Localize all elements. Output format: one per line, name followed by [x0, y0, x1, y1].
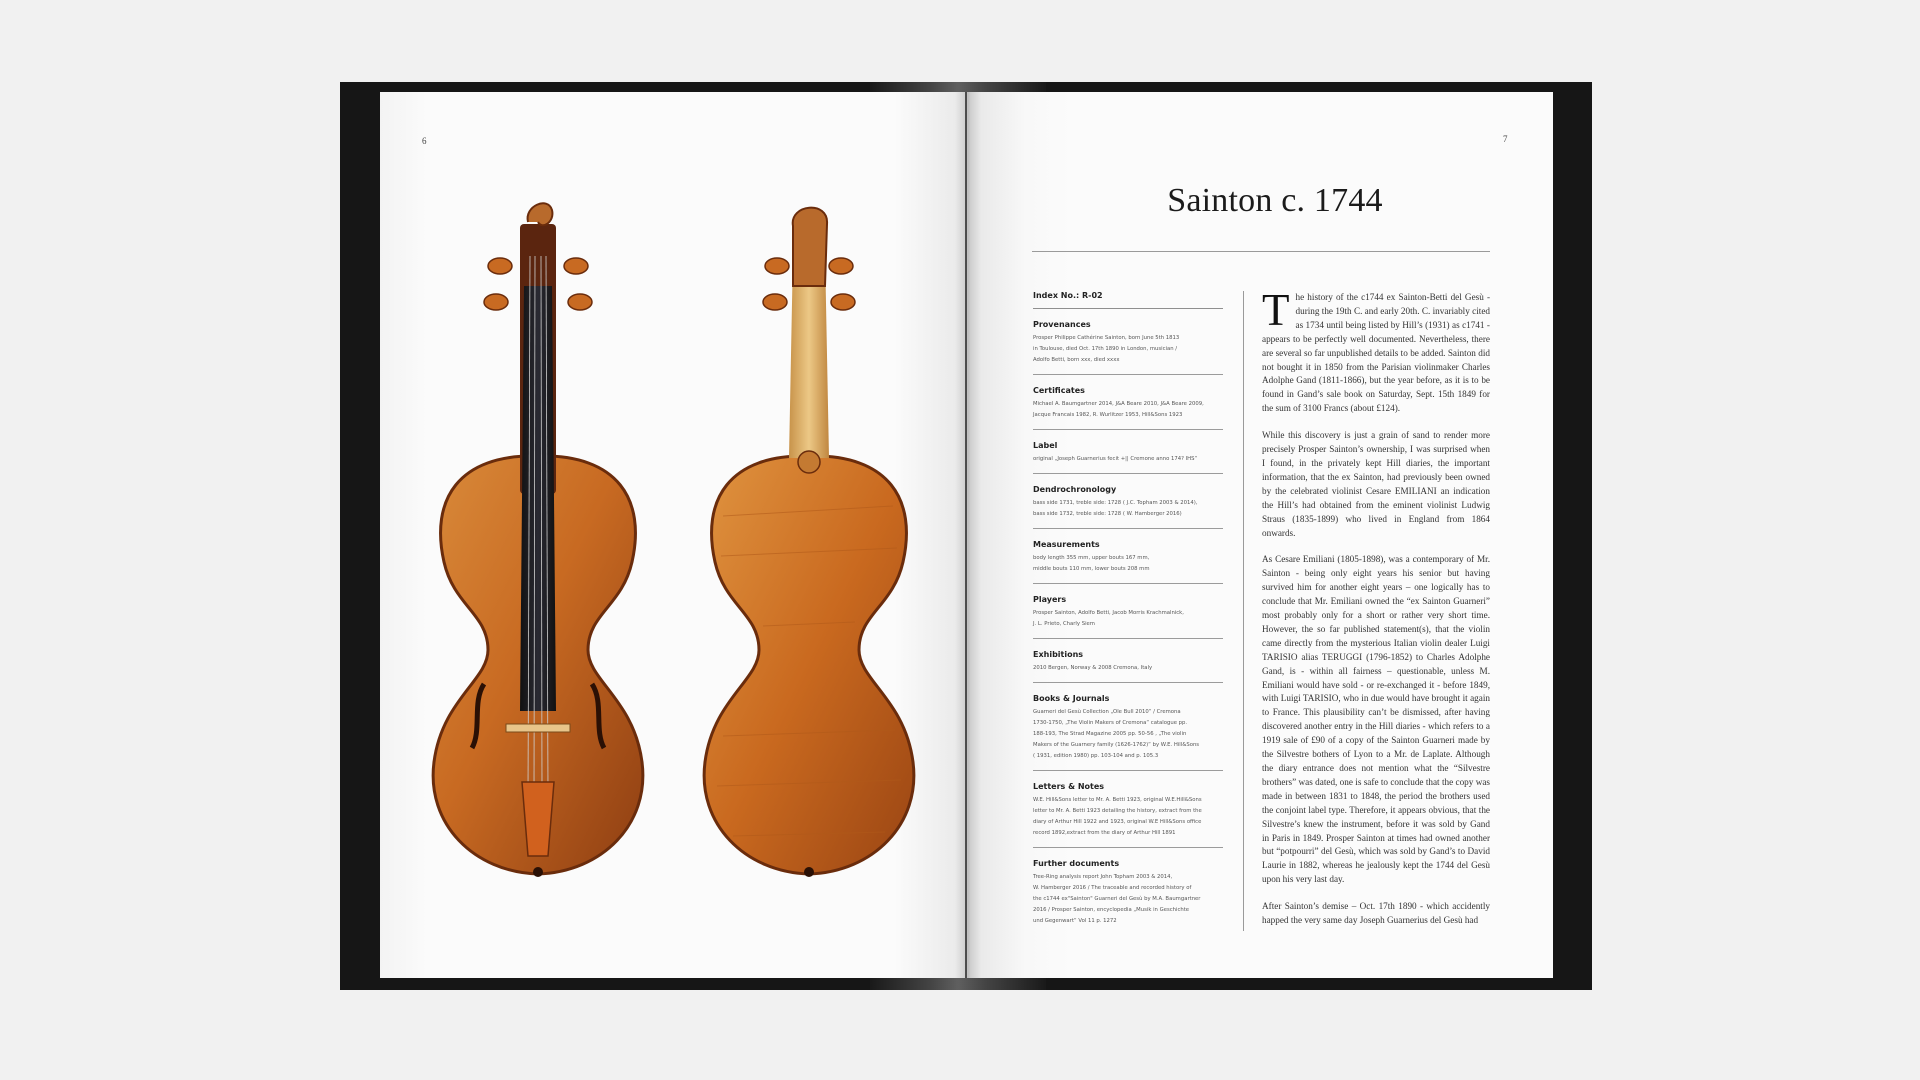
index-heading: Players [1033, 595, 1067, 604]
body-paragraph: While this discovery is just a grain of sand to render more precisely Prosper Sainton’s ownership, I was surprised when I found, in the privately kept Hill diaries, the important information, that the ex Sainton, had previously been owned by the celebrated violinist Cesare EMILIANI an indication the Hill’s had obtained from the eminent violinist Ludwig Straus (1835-1899) who lived in England from 1864 onwards. [1262, 430, 1490, 538]
index-heading: Exhibitions [1033, 650, 1084, 659]
body-paragraph [1262, 285, 1490, 416]
index-text: 2010 Bergen, Norway & 2008 Cremona, Italy [1033, 665, 1153, 671]
index-text: Michael A. Baumgartner 2014, J&A Beare 2010, J&A Beare 2009, Jacque Francais 1982, R. Wurlitzer 1953, Hill&Sons 1923 [1033, 401, 1204, 418]
index-section-further-documents [1033, 859, 1223, 935]
page-number-right: 7 [1503, 134, 1508, 144]
index-text: body length 355 mm, upper bouts 167 mm, middle bouts 110 mm, lower bouts 208 mm [1033, 555, 1150, 572]
index-heading: Further documents [1033, 859, 1120, 868]
page-title: Sainton c. 1744 [1167, 182, 1383, 219]
index-section-dendrochronology [1033, 485, 1223, 529]
page-number-left: 6 [422, 136, 427, 146]
dropcap: T [1262, 285, 1290, 335]
index-heading: Label [1033, 441, 1058, 450]
index-section-players [1033, 595, 1223, 639]
body-paragraph: As Cesare Emiliani (1805-1898), was a contemporary of Mr. Sainton - being only eight years his senior but having survived him for another eight years – one logically has to conclude that Mr. Emiliani owned the “ex Sainton Guarneri” most probably only for a short or rather very short time. However, the so far published statement(s), that the violin came directly from the mysterious Italian violin dealer Luigi TARISIO alias TERUGGI (1796-1852) to Charles Adolphe Gand, is - within all fairness – questionable, unless M. Emiliani would have sold - or re-exchanged it - before 1849, with Luigi TARISIO, who in due would have brought it again to France. This plausibility can’t be dismissed, after having discovered another entry in the Hill diaries - which refers to a 1919 sale of £90 of a copy of the Sainton Guarneri made by the Silvestre bothers of Lyon to a Mr. de Laplate. Although the diary entrance does not mention what the “Silvestre brothers” was dated, one is safe to conclude that the copy was made in between 1831 to 1848, the period the brothers used the conjoint label type. Therefore, it appears obvious, that the Silvestre’s knew the instrument, before it was sold by Gand in Paris in 1849. Prosper Sainton at times had owned another but “potpourri” del Gesù, which was sold by Gand’s to David Laurie in 1882, whereas he jealously kept the 1744 del Gesù upon his very last day. [1262, 554, 1490, 885]
index-text: original „Joseph Guarnerius fecit +|| Cremone anno 174? IHS“ [1033, 456, 1198, 462]
body-text-column [1262, 285, 1490, 941]
index-heading: Certificates [1033, 386, 1085, 395]
violin-front-illustration [424, 196, 652, 886]
index-heading: Letters & Notes [1033, 782, 1105, 791]
index-text: W.E. Hill&Sons letter to Mr. A. Betti 1923, original W.E.Hill&Sons letter to Mr. A. Betti 1923 detailing the history, extract from the diary of Arthur Hill 1922 and 1923, original W.E Hill&Sons office record 1892,extract from the diary of Arthur Hill 1891 [1033, 797, 1202, 836]
index-heading: Measurements [1033, 540, 1100, 549]
index-heading: Books & Journals [1033, 694, 1110, 703]
index-section-certificates [1033, 386, 1223, 430]
index-text: Prosper Philippe Cathérine Sainton, born June 5th 1813 in Toulouse, died Oct. 17th 1890 in London, musician / Adolfo Betti, born xxx, died xxxx [1033, 335, 1180, 363]
index-column [1033, 291, 1223, 946]
index-section-letters-notes [1033, 782, 1223, 848]
index-text: Guarneri del Gesù Collection „Ole Bull 2010“ / Cremona 1730-1750, „The Violin Makers of Cremona“ catalogue pp. 188-193, The Strad Magazine 2005 pp. 50-56 , „The violin Makers of the Guarnery family (1626-1762)“ by W.E. Hill&Sons ( 1931, edition 1980) pp. 103-104 and p. 105.3 [1033, 709, 1200, 759]
index-heading: Provenances [1033, 320, 1091, 329]
index-section-provenances [1033, 320, 1223, 375]
body-paragraph-text: he history of the c1744 ex Sainton-Betti del Gesù - during the 19th C. and early 20th. C. invariably cited as 1734 until being listed by Hill’s (1931) as c1741 - appears to be perfectly well documented. Nevertheless, there are several so far unpublished details to be added. Sainton did not bought it in 1850 from the Parisian violinmaker Charles Adolphe Gand (1811-1866), but the year before, as it is to be found in Gand’s sale book on Saturday, Sept. 15th 1849 for the sum of 3100 Francs (about £124). [1262, 292, 1490, 414]
index-text: Tree-Ring analysis report John Topham 2003 & 2014, W. Hamberger 2016 / The traceable and recorded history of the c1744 ex"Sainton" Guarneri del Gesù by M.A. Baumgartner 2016 / Prosper Sainton, encyclopedia „Musik in Geschichte und Gegenwart“ Vol 11 p. 1272 [1033, 874, 1201, 924]
index-text: Prosper Sainton, Adolfo Betti, Jacob Morris Krachmalnick, J. L. Prieto, Charly Siem [1033, 610, 1184, 627]
body-paragraph: After Sainton’s demise – Oct. 17th 1890 - which accidently happed the very same day Joseph Guarnerius del Gesù had [1262, 901, 1490, 926]
violin-back-illustration [693, 196, 925, 886]
index-section-label [1033, 441, 1223, 474]
index-section-exhibitions [1033, 650, 1223, 683]
index-section-books-journals [1033, 694, 1223, 771]
gutter-shadow [955, 92, 981, 978]
column-divider [1243, 291, 1244, 931]
title-divider [1032, 251, 1490, 252]
index-heading: Dendrochronology [1033, 485, 1117, 494]
index-number: Index No.: R-02 [1033, 291, 1223, 309]
index-text: bass side 1731, treble side: 1728 ( J.C. Topham 2003 & 2014), bass side 1732, treble side: 1728 ( W. Hamberger 2016) [1033, 500, 1198, 517]
index-section-measurements [1033, 540, 1223, 584]
